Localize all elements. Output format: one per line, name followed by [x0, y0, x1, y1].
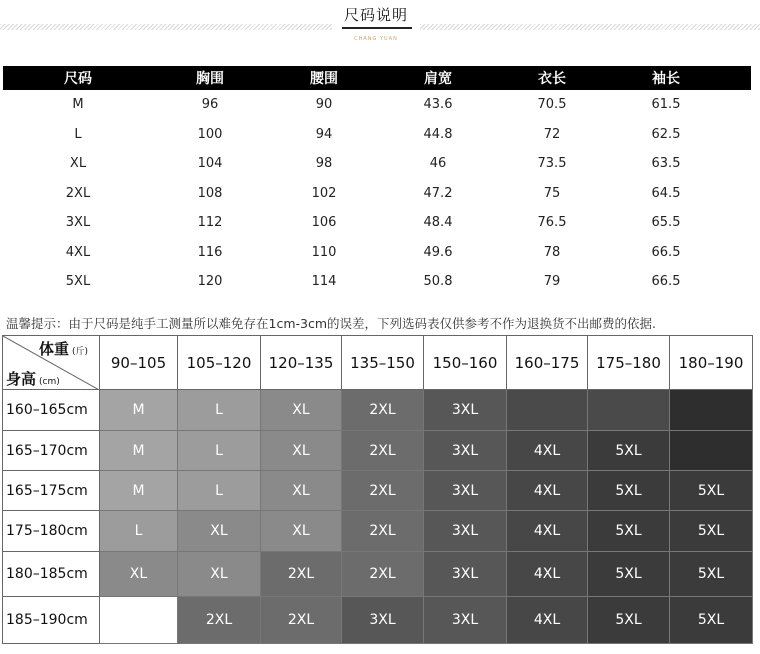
size-cell: 5XL: [588, 552, 670, 597]
size-cell: 2XL: [342, 431, 424, 471]
column-header-chest: 胸围: [196, 71, 224, 87]
measurement-cell: 112: [197, 215, 223, 231]
size-cell: [588, 390, 670, 431]
height-label: 身高: [6, 370, 37, 388]
measurement-cell: L: [74, 126, 82, 142]
weight-column-header: 160–175: [507, 335, 588, 390]
size-cell: XL: [178, 511, 261, 552]
size-cell: 2XL: [342, 552, 424, 597]
size-cell: L: [178, 431, 261, 471]
height-row-label: 160–165cm: [2, 390, 100, 431]
measurement-cell: 63.5: [651, 156, 681, 172]
measurement-cell: 61.5: [651, 97, 681, 113]
size-tip-text: 温馨提示：由于尺码是纯手工测量所以难免存在1cm-3cm的误差，下列选码表仅供参考不作为退换货不出邮费的依据.: [6, 316, 656, 331]
title-banner: [0, 0, 760, 50]
measurement-cell: 64.5: [651, 185, 681, 201]
measurement-row: [3, 267, 751, 297]
measurement-cell: 65.5: [651, 215, 681, 231]
measurement-cell: 44.8: [423, 126, 453, 142]
size-cell: 2XL: [342, 471, 424, 511]
size-cell: [670, 431, 753, 471]
size-cell: 4XL: [507, 431, 588, 471]
measurement-cell: 73.5: [537, 156, 567, 172]
measurement-cell: 100: [197, 126, 223, 142]
size-cell: 4XL: [507, 511, 588, 552]
measurement-cell: 66.5: [651, 244, 681, 260]
column-header-sleeve: 袖长: [652, 71, 680, 87]
size-cell: M: [100, 471, 178, 511]
measurement-header-row: [3, 66, 751, 90]
height-row-label: 165–170cm: [2, 431, 100, 471]
measurement-cell: 2XL: [65, 185, 91, 201]
measurement-cell: XL: [69, 156, 87, 172]
size-cell: XL: [178, 552, 261, 597]
page-subtitle: CHANG YUAN: [354, 36, 398, 42]
decorative-hatch-left: [0, 24, 332, 30]
size-cell: 5XL: [588, 471, 670, 511]
measurement-row: [3, 120, 751, 150]
measurement-cell: 110: [311, 244, 337, 260]
size-cell: 2XL: [261, 552, 342, 597]
measurement-cell: 116: [197, 244, 223, 260]
column-header-shoulder: 肩宽: [424, 71, 452, 87]
size-cell: 3XL: [424, 597, 507, 644]
size-cell: 3XL: [342, 597, 424, 644]
size-cell: [670, 390, 753, 431]
measurement-table: [3, 66, 751, 297]
measurement-cell: 102: [311, 185, 337, 201]
height-unit: (cm): [39, 377, 60, 387]
size-cell: 3XL: [424, 471, 507, 511]
measurement-cell: 43.6: [423, 97, 453, 113]
measurement-cell: 98: [315, 156, 333, 172]
size-cell: 4XL: [507, 597, 588, 644]
height-axis-label: [6, 368, 60, 389]
height-row-label: 175–180cm: [2, 511, 100, 552]
measurement-cell: 47.2: [423, 185, 453, 201]
size-cell: 5XL: [670, 471, 753, 511]
measurement-cell: 114: [311, 274, 337, 290]
decorative-hatch-right: [420, 24, 760, 30]
measurement-row: [3, 90, 751, 120]
size-cell: 5XL: [670, 511, 753, 552]
measurement-cell: 104: [197, 156, 223, 172]
measurement-cell: 106: [311, 215, 337, 231]
size-cell: 2XL: [342, 511, 424, 552]
measurement-row: [3, 238, 751, 268]
size-cell: 3XL: [424, 390, 507, 431]
size-cell: XL: [261, 511, 342, 552]
measurement-cell: 49.6: [423, 244, 453, 260]
size-cell: M: [100, 431, 178, 471]
size-cell: 3XL: [424, 511, 507, 552]
column-header-waist: 腰围: [310, 71, 338, 87]
height-row-label: 185–190cm: [2, 597, 100, 644]
measurement-cell: 46: [429, 156, 447, 172]
weight-axis-label: [39, 338, 88, 359]
measurement-cell: 4XL: [65, 244, 91, 260]
weight-column-header: 180–190: [670, 335, 753, 390]
measurement-row: [3, 149, 751, 179]
weight-unit: (斤): [72, 347, 89, 357]
measurement-cell: 120: [197, 274, 223, 290]
size-cell: 5XL: [588, 431, 670, 471]
measurement-cell: 48.4: [423, 215, 453, 231]
weight-label: 体重: [39, 340, 70, 358]
weight-column-header: 105–120: [178, 335, 261, 390]
measurement-cell: 76.5: [537, 215, 567, 231]
weight-column-header: 120–135: [261, 335, 342, 390]
measurement-cell: 108: [197, 185, 223, 201]
size-cell: L: [178, 471, 261, 511]
size-cell: 5XL: [588, 511, 670, 552]
weight-column-header: 135–150: [342, 335, 424, 390]
weight-column-header: 90–105: [100, 335, 178, 390]
measurement-cell: 5XL: [65, 274, 91, 290]
size-cell: XL: [261, 390, 342, 431]
size-cell: [507, 390, 588, 431]
size-cell: XL: [100, 552, 178, 597]
size-cell: M: [100, 390, 178, 431]
title-underline: [342, 27, 412, 29]
size-cell: 5XL: [670, 552, 753, 597]
measurement-body: [3, 90, 751, 297]
size-cell: 2XL: [178, 597, 261, 644]
measurement-cell: 50.8: [423, 274, 453, 290]
measurement-cell: 96: [201, 97, 219, 113]
measurement-row: [3, 208, 751, 238]
measurement-cell: M: [72, 97, 84, 113]
measurement-cell: 70.5: [537, 97, 567, 113]
height-row-label: 180–185cm: [2, 552, 100, 597]
size-cell: XL: [261, 471, 342, 511]
measurement-row: [3, 179, 751, 209]
size-cell: L: [178, 390, 261, 431]
size-cell: 5XL: [670, 597, 753, 644]
size-cell: 3XL: [424, 552, 507, 597]
size-recommendation-grid: [2, 335, 752, 647]
measurement-cell: 94: [315, 126, 333, 142]
size-cell: L: [100, 511, 178, 552]
measurement-cell: 90: [315, 97, 333, 113]
height-row-label: 165–175cm: [2, 471, 100, 511]
measurement-cell: 72: [543, 126, 561, 142]
column-header-size: 尺码: [64, 71, 92, 87]
page-title: 尺码说明: [343, 6, 408, 24]
measurement-cell: 66.5: [651, 274, 681, 290]
size-cell: 3XL: [424, 431, 507, 471]
column-header-length: 衣长: [538, 71, 566, 87]
measurement-cell: 79: [543, 274, 561, 290]
weight-column-header: 175–180: [588, 335, 670, 390]
size-cell: 5XL: [588, 597, 670, 644]
size-cell: [100, 597, 178, 644]
size-cell: 2XL: [342, 390, 424, 431]
size-cell: XL: [261, 431, 342, 471]
weight-column-header: 150–160: [424, 335, 507, 390]
measurement-cell: 3XL: [65, 215, 91, 231]
measurement-cell: 75: [543, 185, 561, 201]
measurement-cell: 62.5: [651, 126, 681, 142]
size-cell: 4XL: [507, 471, 588, 511]
size-cell: 2XL: [261, 597, 342, 644]
grid-corner-header: [2, 335, 100, 390]
size-cell: 4XL: [507, 552, 588, 597]
measurement-cell: 78: [543, 244, 561, 260]
